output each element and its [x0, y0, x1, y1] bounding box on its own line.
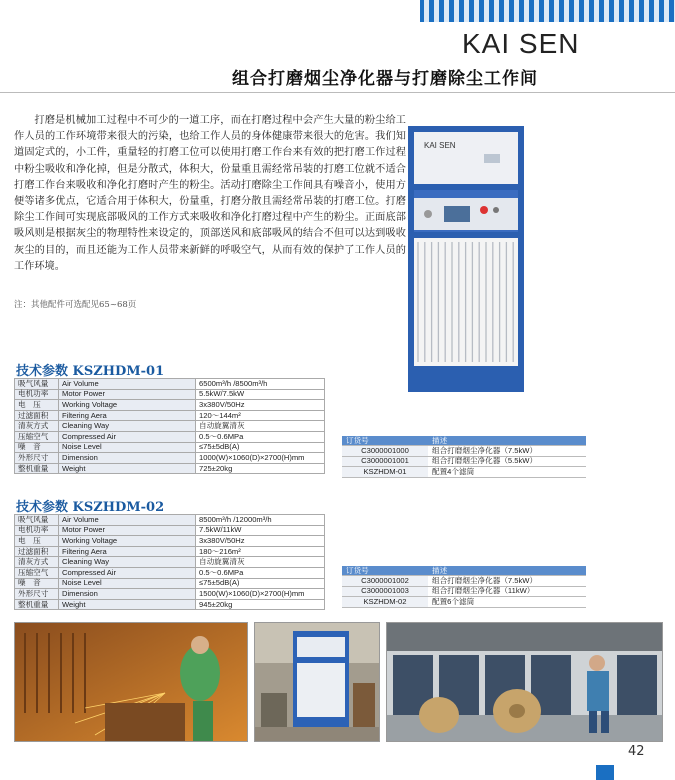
order-table-header: [342, 566, 586, 576]
spec-row: [15, 421, 325, 432]
stripe: [444, 0, 449, 22]
spec-value: 自动旋翼清灰: [196, 421, 325, 432]
spec-label-en: Filtering Aera: [59, 546, 196, 557]
stripe: [534, 0, 539, 22]
order-description: 组合打磨烟尘净化器（11kW）: [428, 586, 586, 596]
spec-value: 5.5kW/7.5kW: [196, 389, 325, 400]
spec-label-cn: 压缩空气: [15, 431, 59, 442]
spec-row: [15, 463, 325, 474]
stripe: [664, 0, 669, 22]
intro-paragraph: 打磨是机械加工过程中不可少的一道工序，而在打磨过程中会产生大量的粉尘给工作人员的工作环境带来很大的污染，也给工作人员的身体健康带来很大的危害。我们知道固定式的，小工件，重量轻的打磨工位可以使用打磨工作台来有效的把打磨工作过程中粉尘吸收和净化掉，但是分散式，体积大，份量重且需经常吊装的打磨工位就不适合打磨工作台来吸收和净化打磨时产生的粉尘。活动打磨除尘工作间具有噪音小，使用方便等诸多优点，它适合用于体积大，份量重，打磨分散且需经常吊装的打磨工位。打磨除尘工作间可实现底部吸风的工作方式来吸收和净化打磨过程中产生的粉尘。正面底部吸风则是根据灰尘的物理特性来设定的，顶部送风和底部吸风的结合不但可以达到吸收灰尘的目的，而且还能为工作人员带来新鲜的呼吸空气，从而有效的保护了工作人员的工作环境。: [14, 115, 406, 272]
spec-row: [15, 525, 325, 536]
spec-label-en: Weight: [59, 599, 196, 610]
spec-label-en: Dimension: [59, 453, 196, 464]
spec-label-en: Motor Power: [59, 525, 196, 536]
spec-label-en: Cleaning Way: [59, 421, 196, 432]
spec-label-en: Compressed Air: [59, 431, 196, 442]
spec-label-en: Working Voltage: [59, 400, 196, 411]
order-row: [342, 576, 586, 586]
spec-row: [15, 567, 325, 578]
spec-row: [15, 589, 325, 600]
spec-label-cn: 电机功率: [15, 525, 59, 536]
spec-row: [15, 546, 325, 557]
stripe: [604, 0, 609, 22]
section-title-kszhdm-01: 技术参数 KSZHDM-01: [16, 364, 165, 379]
spec-row: [15, 557, 325, 568]
spec-label-cn: 清灰方式: [15, 421, 59, 432]
order-description: 配置4个滤筒: [428, 467, 586, 477]
spec-value: 自动旋翼清灰: [196, 557, 325, 568]
stripe: [544, 0, 549, 22]
spec-table-kszhdm-01: [14, 378, 325, 474]
spec-label-en: Noise Level: [59, 578, 196, 589]
stripe: [554, 0, 559, 22]
page-number: 42: [628, 744, 645, 759]
spec-label-cn: 噪 音: [15, 578, 59, 589]
spec-label-cn: 外形尺寸: [15, 453, 59, 464]
stripe: [634, 0, 639, 22]
spec-label-en: Dimension: [59, 589, 196, 600]
spec-label-cn: 吸气风量: [15, 379, 59, 390]
stripe: [614, 0, 619, 22]
spec-row: [15, 442, 325, 453]
spec-row: [15, 400, 325, 411]
spec-label-cn: 电机功率: [15, 389, 59, 400]
order-row: [342, 586, 586, 596]
stripe: [564, 0, 569, 22]
order-table-kszhdm-02: [342, 566, 586, 608]
stripe: [474, 0, 479, 22]
spec-label-cn: 噪 音: [15, 442, 59, 453]
section-title-kszhdm-02: 技术参数 KSZHDM-02: [16, 500, 165, 515]
spec-row: [15, 410, 325, 421]
order-row: [342, 456, 586, 466]
stripe: [514, 0, 519, 22]
grinding-workshop-photo: [386, 622, 663, 742]
spec-value: 0.5～0.6MPa: [196, 567, 325, 578]
spec-label-cn: 吸气风量: [15, 515, 59, 526]
order-code: C3000001002: [342, 576, 428, 586]
stripe: [434, 0, 439, 22]
order-header-code: 订货号: [342, 436, 428, 446]
spec-row: [15, 536, 325, 547]
order-table-header: [342, 436, 586, 446]
brand-logo: [462, 28, 579, 60]
spec-label-en: Filtering Aera: [59, 410, 196, 421]
spec-row: [15, 599, 325, 610]
stripe: [454, 0, 459, 22]
spec-label-cn: 整机重量: [15, 599, 59, 610]
spec-label-en: Air Volume: [59, 515, 196, 526]
stripe: [654, 0, 659, 22]
stripe: [594, 0, 599, 22]
spec-row: [15, 389, 325, 400]
order-table-kszhdm-01: [342, 436, 586, 478]
spec-value: 7.5kW/11kW: [196, 525, 325, 536]
grinding-worker-photo: [14, 622, 248, 742]
spec-value: ≤75±5dB(A): [196, 442, 325, 453]
spec-value: 1000(W)×1060(D)×2700(H)mm: [196, 453, 325, 464]
spec-row: [15, 431, 325, 442]
spec-label-cn: 清灰方式: [15, 557, 59, 568]
order-description: 配置6个滤筒: [428, 597, 586, 607]
spec-label-cn: 外形尺寸: [15, 589, 59, 600]
order-code: C3000001003: [342, 586, 428, 596]
stripe: [424, 0, 429, 22]
stripe: [464, 0, 469, 22]
spec-value: 180～216m²: [196, 546, 325, 557]
spec-label-en: Working Voltage: [59, 536, 196, 547]
stripe: [644, 0, 649, 22]
stripe: [504, 0, 509, 22]
spec-label-cn: 电 压: [15, 400, 59, 411]
spec-value: 945±20kg: [196, 599, 325, 610]
spec-value: 3x380V/50Hz: [196, 400, 325, 411]
page-number-tab: [596, 765, 614, 780]
accessory-note: 注：其他配件可选配见65~68页: [14, 300, 137, 310]
spec-label-en: Noise Level: [59, 442, 196, 453]
dust-collector-machine-image: [406, 126, 526, 394]
order-code: KSZHDM-02: [342, 597, 428, 607]
order-row: [342, 597, 586, 607]
stripe: [494, 0, 499, 22]
brand-logo-text: KAI SEN: [462, 28, 580, 59]
machine-logo-text: KAI SEN: [424, 141, 456, 150]
top-stripe-bar: [420, 0, 675, 22]
spec-table-kszhdm-02: [14, 514, 325, 610]
spec-label-en: Air Volume: [59, 379, 196, 390]
spec-label-en: Weight: [59, 463, 196, 474]
spec-label-en: Cleaning Way: [59, 557, 196, 568]
order-code: C3000001000: [342, 446, 428, 456]
spec-label-cn: 过滤面积: [15, 546, 59, 557]
installed-unit-photo: [254, 622, 380, 742]
spec-label-cn: 过滤面积: [15, 410, 59, 421]
spec-label-en: Compressed Air: [59, 567, 196, 578]
stripe: [484, 0, 489, 22]
spec-value: 1500(W)×1060(D)×2700(H)mm: [196, 589, 325, 600]
order-description: 组合打磨烟尘净化器（7.5kW）: [428, 576, 586, 586]
order-code: KSZHDM-01: [342, 467, 428, 477]
title-divider: [0, 92, 675, 93]
spec-label-en: Motor Power: [59, 389, 196, 400]
spec-value: 8500m³/h /12000m³/h: [196, 515, 325, 526]
order-row: [342, 467, 586, 477]
spec-row: [15, 453, 325, 464]
spec-row: [15, 578, 325, 589]
spec-value: 6500m³/h /8500m³/h: [196, 379, 325, 390]
spec-value: 120～144m²: [196, 410, 325, 421]
order-description: 组合打磨烟尘净化器（5.5kW）: [428, 456, 586, 466]
spec-label-cn: 整机重量: [15, 463, 59, 474]
stripe: [624, 0, 629, 22]
spec-label-cn: 压缩空气: [15, 567, 59, 578]
spec-value: 0.5～0.6MPa: [196, 431, 325, 442]
order-header-desc: 描述: [428, 436, 586, 446]
order-header-code: 订货号: [342, 566, 428, 576]
spec-label-cn: 电 压: [15, 536, 59, 547]
spec-row: [15, 379, 325, 390]
spec-value: 725±20kg: [196, 463, 325, 474]
stripe: [584, 0, 589, 22]
order-code: C3000001001: [342, 456, 428, 466]
stripe: [574, 0, 579, 22]
spec-value: ≤75±5dB(A): [196, 578, 325, 589]
page-title: 组合打磨烟尘净化器与打磨除尘工作间: [232, 69, 538, 89]
order-description: 组合打磨烟尘净化器（7.5kW）: [428, 446, 586, 456]
spec-value: 3x380V/50Hz: [196, 536, 325, 547]
spec-row: [15, 515, 325, 526]
order-header-desc: 描述: [428, 566, 586, 576]
order-row: [342, 446, 586, 456]
stripe: [524, 0, 529, 22]
